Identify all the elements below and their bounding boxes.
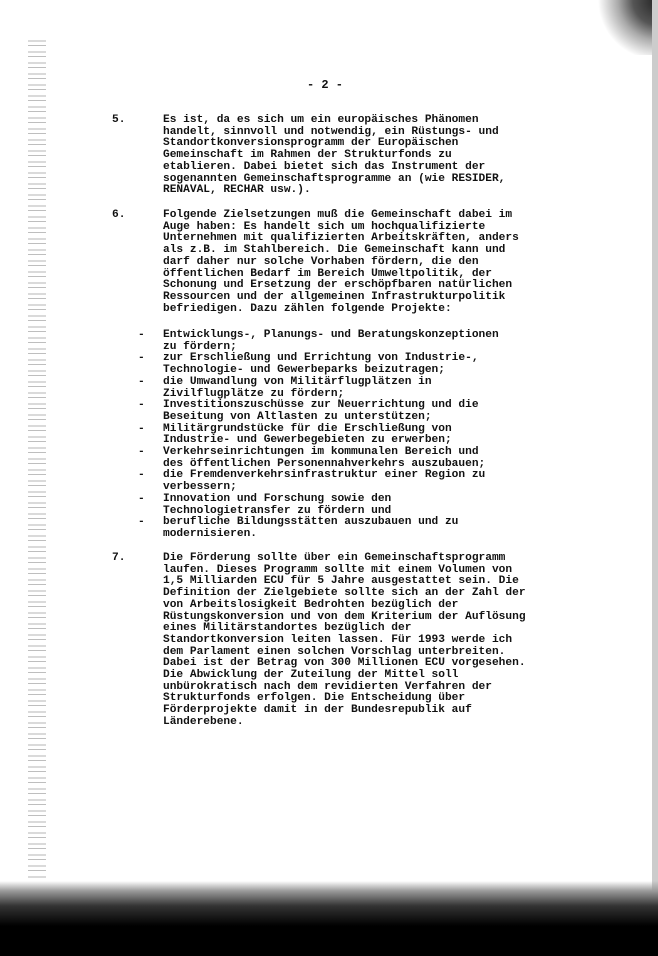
text-line: Es ist, da es sich um ein europäisches Phänomen	[163, 114, 479, 126]
page-number: - 2 -	[307, 78, 344, 92]
text-line: als z.B. im Stahlbereich. Die Gemeinschaft kann und	[163, 244, 506, 257]
bullet-dash: -	[138, 446, 145, 459]
text-line: Definition der Zielgebiete sollte sich an der Zahl der	[163, 587, 526, 600]
bullet-dash: -	[138, 399, 145, 412]
text-line: eines Militärstandortes bezüglich der	[163, 622, 412, 635]
list-item-text: Investitionszuschüsse zur Neuerrichtung und die Beseitung von Altlasten zu unterstützen;	[163, 399, 479, 423]
list-item-text: Innovation und Forschung sowie den Technologietransfer zu fördern und	[163, 492, 392, 517]
text-line: Ressourcen und der allgemeinen Infrastrukturpolitik	[163, 290, 506, 303]
list-item-text: Entwicklungs-, Planungs- und Beratungskonzeptionen zu fördern;	[163, 329, 499, 353]
text-line: Unternehmen mit qualifizierten Arbeitskräften, anders	[163, 232, 519, 245]
paragraph-6	[112, 209, 519, 315]
bullet-dash: -	[138, 422, 145, 435]
text-line: Auge haben: Es handelt sich um hochqualifizierte	[163, 220, 486, 233]
list-item-text: berufliche Bildungsstätten auszubauen und zu modernisieren.	[163, 516, 459, 540]
list-item	[138, 330, 499, 353]
text-line: Folgende Zielsetzungen muß die Gemeinschaft dabei im	[163, 209, 513, 221]
scan-corner-shadow	[588, 0, 658, 55]
text-line: Die Abwicklung der Zuteilung der Mittel soll	[163, 669, 459, 682]
list-item	[138, 517, 499, 540]
list-item	[138, 494, 499, 517]
bullet-dash: -	[138, 375, 145, 388]
text-line: handelt, sinnvoll und notwendig, ein Rüstungs- und	[163, 125, 499, 138]
paragraph-7	[112, 552, 526, 728]
paragraph-body	[163, 210, 519, 315]
bullet-dash: -	[138, 469, 145, 482]
bullet-dash: -	[138, 492, 145, 505]
text-line: befriedigen. Dazu zählen folgende Projekte:	[163, 302, 452, 315]
text-line: Dabei ist der Betrag von 300 Millionen ECU vorgesehen.	[163, 657, 526, 670]
text-line: von Arbeitslosigkeit Bedrohten bezüglich der	[163, 598, 459, 611]
list-item-text: Verkehrseinrichtungen im kommunalen Bereich und des öffentlichen Personennahverkehrs auszubauen;	[163, 446, 486, 470]
text-line: RENAVAL, RECHAR usw.).	[163, 184, 311, 197]
paragraph-body	[163, 553, 526, 729]
paragraph-number: 5.	[112, 114, 126, 126]
list-item	[138, 470, 499, 493]
paragraph-body	[163, 115, 505, 197]
text-line: Die Förderung sollte über ein Gemeinschaftsprogramm	[163, 552, 506, 564]
paragraph-5	[112, 114, 506, 197]
list-item-text: die Umwandlung von Militärflugplätzen in Zivilflugplätze zu fördern;	[163, 375, 432, 400]
text-line: Förderprojekte damit in der Bundesrepublik auf	[163, 704, 472, 717]
bullet-dash: -	[138, 329, 145, 341]
text-line: unbürokratisch nach dem revidierten Verfahren der	[163, 680, 492, 693]
scan-bottom-shadow	[0, 881, 658, 956]
text-line: 1,5 Milliarden ECU für 5 Jahre ausgestattet sein. Die	[163, 575, 519, 588]
paragraph-number: 7.	[112, 552, 126, 564]
text-line: dem Parlament einen solchen Vorschlag unterbreiten.	[163, 645, 506, 658]
list-item-text: die Fremdenverkehrsinfrastruktur einer Region zu verbessern;	[163, 469, 486, 494]
bullet-dash: -	[138, 516, 145, 529]
scan-right-edge	[652, 0, 658, 956]
list-item	[138, 424, 499, 447]
scan-edge-noise	[28, 40, 46, 880]
text-line: Schonung und Ersetzung der erschöpfbaren natürlichen	[163, 279, 513, 292]
text-line: Strukturfonds erfolgen. Die Entscheidung über	[163, 692, 466, 705]
text-line: Rüstungskonversion und von dem Kriterium der Auflösung	[163, 610, 526, 623]
list-item-text: Militärgrundstücke für die Erschließung von Industrie- und Gewerbegebieten zu erwerben;	[163, 422, 452, 447]
text-line: Standortkonversionsprogramm der Europäischen	[163, 137, 459, 150]
text-line: etablieren. Dabei bietet sich das Instrument der	[163, 160, 486, 173]
list-item	[138, 377, 499, 400]
text-line: Gemeinschaft im Rahmen der Strukturfonds zu	[163, 149, 452, 162]
bullet-dash: -	[138, 352, 145, 365]
list-item-text: zur Erschließung und Errichtung von Industrie-, Technologie- und Gewerbeparks beizutragen;	[163, 352, 479, 377]
paragraph-number: 6.	[112, 209, 126, 221]
list-item	[138, 353, 499, 376]
list-item	[138, 400, 499, 423]
text-line: öffentlichen Bedarf im Bereich Umweltpolitik, der	[163, 267, 492, 280]
text-line: sogenannten Gemeinschaftsprogramme an (wie RESIDER,	[163, 172, 506, 185]
text-line: Standortkonversion leiten lassen. Für 1993 werde ich	[163, 633, 513, 646]
list-item	[138, 447, 499, 470]
text-line: darf daher nur solche Vorhaben fördern, die den	[163, 255, 479, 268]
project-list	[138, 330, 499, 541]
text-line: laufen. Dieses Programm sollte mit einem Volumen von	[163, 563, 513, 576]
text-line: Länderebene.	[163, 715, 244, 728]
